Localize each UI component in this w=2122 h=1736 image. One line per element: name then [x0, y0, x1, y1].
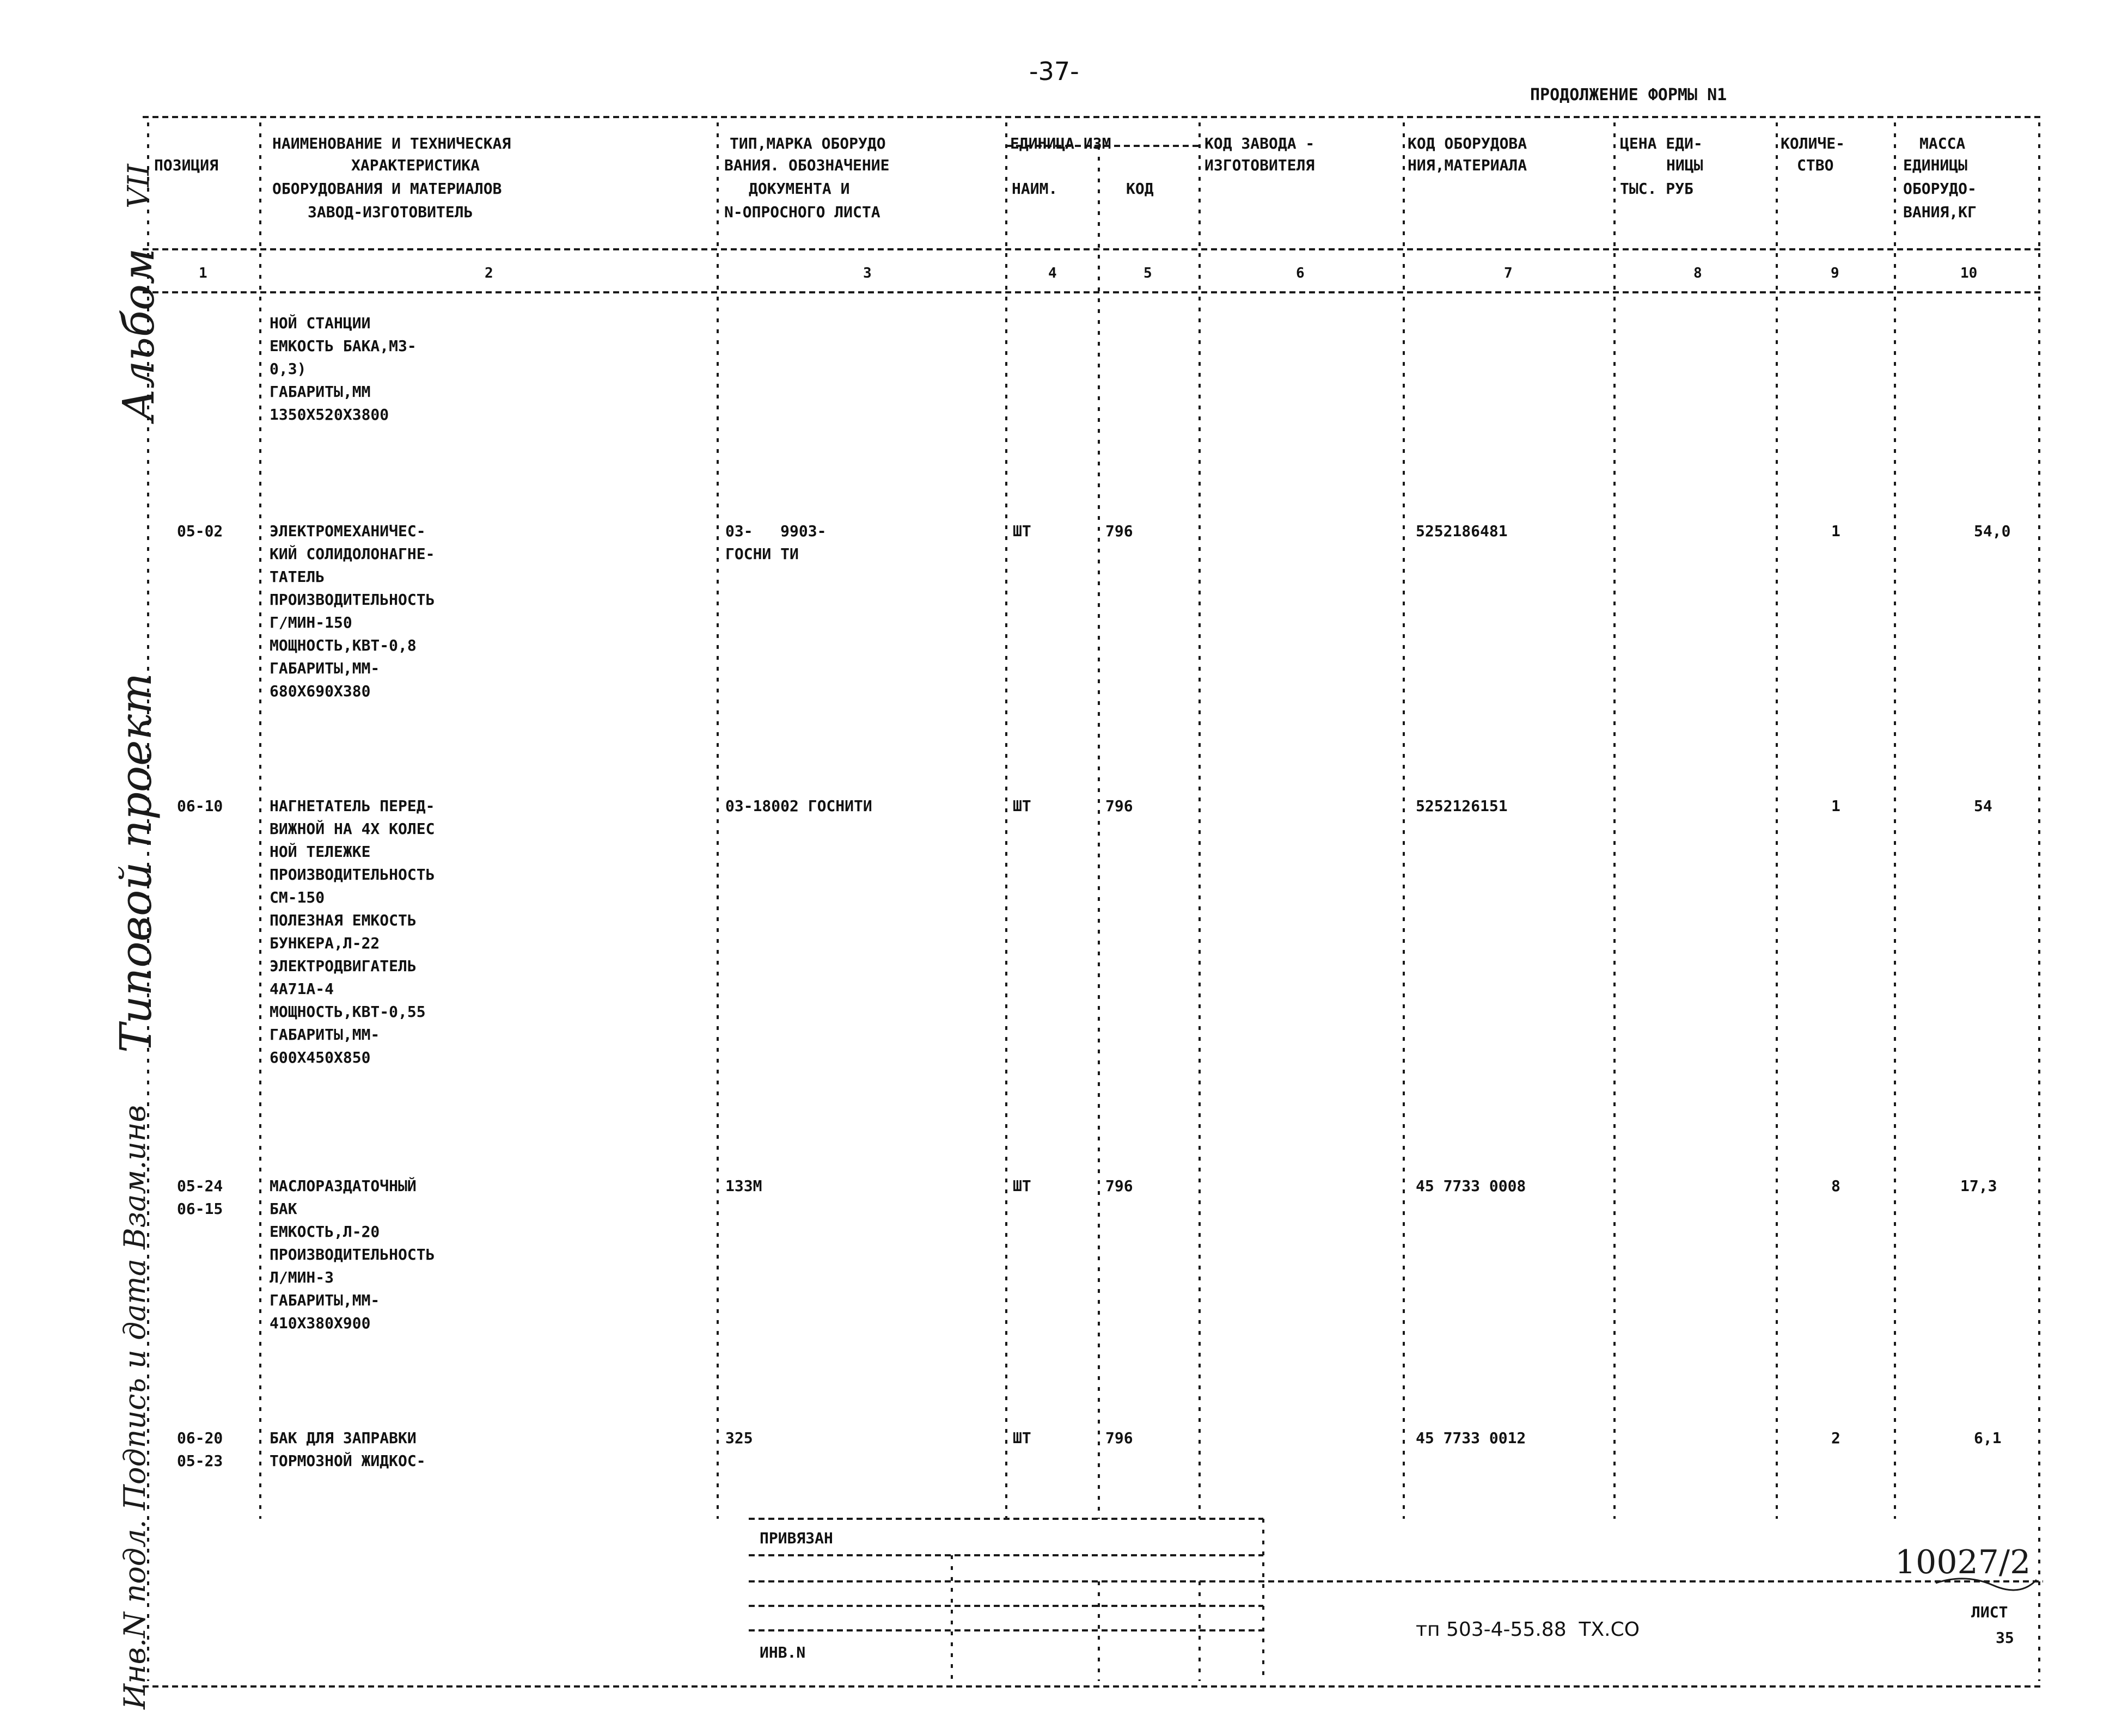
margin-stamp-note: Инв.N подл. Подпись и дата Взам.инв	[118, 1105, 152, 1710]
row-1-quantity: 1	[1831, 522, 1840, 540]
row-1-name-line-4: ПРОИЗВОДИТЕЛЬНОСТЬ	[270, 591, 435, 609]
row-2-name-line-7: БУНКЕРА,Л-22	[270, 934, 380, 952]
col-number-4: 4	[1048, 265, 1057, 281]
row-2-name-line-9: 4А71А-4	[270, 980, 334, 998]
row-1-name-line-6: МОЩНОСТЬ,КВТ-0,8	[270, 636, 417, 654]
col-number-8: 8	[1693, 265, 1702, 281]
row-2-quantity: 1	[1831, 797, 1840, 815]
row-1-name-line-3: ТАТЕЛЬ	[270, 568, 325, 586]
row-3-name-line-6: ГАБАРИТЫ,ММ-	[270, 1291, 380, 1309]
row-4-name-line-2: ТОРМОЗНОЙ ЖИДКОС-	[270, 1452, 426, 1470]
header-type-line-3: ДОКУМЕНТА И	[749, 180, 850, 198]
row-3-unit-code: 796	[1105, 1177, 1133, 1195]
header-name-line-4: ЗАВОД-ИЗГОТОВИТЕЛЬ	[308, 203, 473, 221]
row-2-name-line-1: НАГНЕТАТЕЛЬ ПЕРЕД-	[270, 797, 435, 815]
header-name-line-2: ХАРАКТЕРИСТИКА	[351, 156, 480, 174]
row-4-quantity: 2	[1831, 1429, 1840, 1447]
header-factory-code-line-1: КОД ЗАВОДА -	[1204, 134, 1315, 152]
row-4-type-line-1: 325	[725, 1429, 753, 1447]
header-unit-name: НАИМ.	[1012, 180, 1058, 198]
row-3-mass: 17,3	[1960, 1177, 1997, 1195]
continuation-label: ПРОДОЛЖЕНИЕ ФОРМЫ N1	[1530, 85, 1727, 105]
sheet-label: ЛИСТ	[1971, 1603, 2008, 1621]
header-equipment-code-line-1: КОД ОБОРУДОВА	[1408, 134, 1527, 152]
header-price-line-3: ТЫС. РУБ	[1620, 180, 1693, 198]
row-3-name-line-4: ПРОИЗВОДИТЕЛЬНОСТЬ	[270, 1246, 435, 1263]
row-3-name-line-7: 410Х380Х900	[270, 1314, 371, 1332]
row-2-unit-name: ШТ	[1013, 797, 1031, 815]
row-3-name-line-3: ЕМКОСТЬ,Л-20	[270, 1223, 380, 1241]
row-0-name-line-1: НОЙ СТАНЦИИ	[270, 314, 371, 332]
row-4-position-line-2: 05-23	[177, 1452, 223, 1470]
row-1-name-line-5: Г/МИН-150	[270, 614, 352, 631]
col-number-6: 6	[1296, 265, 1305, 281]
row-2-type-line-1: 03-18002 ГОСНИТИ	[725, 797, 872, 815]
col-number-2: 2	[485, 265, 493, 281]
row-2-name-line-6: ПОЛЕЗНАЯ ЕМКОСТЬ	[270, 911, 417, 929]
header-type-line-2: ВАНИЯ. ОБОЗНАЧЕНИЕ	[724, 156, 890, 174]
margin-album-note: Альбом	[113, 248, 164, 422]
row-4-unit-name: ШТ	[1013, 1429, 1031, 1447]
row-4-name-line-1: БАК ДЛЯ ЗАПРАВКИ	[270, 1429, 417, 1447]
header-position: ПОЗИЦИЯ	[154, 156, 219, 174]
row-4-mass: 6,1	[1974, 1429, 2002, 1447]
row-1-name-line-8: 680Х690Х380	[270, 682, 371, 700]
header-unit-code: КОД	[1126, 180, 1154, 198]
row-2-name-line-12: 600Х450Х850	[270, 1048, 371, 1066]
header-quantity-line-1: КОЛИЧЕ-	[1781, 134, 1845, 152]
row-2-name-line-2: ВИЖНОЙ НА 4Х КОЛЕС	[270, 820, 435, 838]
row-3-name-line-5: Л/МИН-3	[270, 1268, 334, 1286]
row-1-type-line-2: ГОСНИ ТИ	[725, 545, 799, 563]
header-name-line-3: ОБОРУДОВАНИЯ И МАТЕРИАЛОВ	[272, 180, 502, 198]
row-3-position-line-1: 05-24	[177, 1177, 223, 1195]
row-1-unit-code: 796	[1105, 522, 1133, 540]
row-2-name-line-8: ЭЛЕКТРОДВИГАТЕЛЬ	[270, 957, 417, 975]
row-1-mass: 54,0	[1974, 522, 2011, 540]
row-2-mass: 54	[1974, 797, 1992, 815]
row-2-name-line-5: СМ-150	[270, 888, 325, 906]
row-2-name-line-3: НОЙ ТЕЛЕЖКЕ	[270, 843, 371, 861]
row-4-position-line-1: 06-20	[177, 1429, 223, 1447]
sheet-number: 35	[1996, 1629, 2014, 1647]
header-quantity-line-2: СТВО	[1797, 156, 1834, 174]
row-2-name-line-4: ПРОИЗВОДИТЕЛЬНОСТЬ	[270, 866, 435, 884]
row-3-name-line-1: МАСЛОРАЗДАТОЧНЫЙ	[270, 1177, 417, 1195]
row-0-name-line-2: ЕМКОСТЬ БАКА,М3-	[270, 337, 417, 355]
row-1-name-line-7: ГАБАРИТЫ,ММ-	[270, 659, 380, 677]
header-unit: ЕДИНИЦА ИЗМ	[1010, 134, 1111, 152]
col-number-9: 9	[1831, 265, 1839, 281]
header-name-line-1: НАИМЕНОВАНИЕ И ТЕХНИЧЕСКАЯ	[272, 134, 511, 152]
row-1-position: 05-02	[177, 522, 223, 540]
header-type-line-4: N-ОПРОСНОГО ЛИСТА	[724, 203, 880, 221]
margin-project-note: Типовой проект	[111, 672, 161, 1053]
header-mass-line-3: ОБОРУДО-	[1903, 180, 1977, 198]
row-0-name-line-5: 1350Х520Х3800	[270, 406, 389, 424]
header-factory-code-line-2: ИЗГОТОВИТЕЛЯ	[1204, 156, 1315, 174]
row-2-name-line-11: ГАБАРИТЫ,ММ-	[270, 1026, 380, 1044]
margin-album-number: VII	[121, 164, 156, 208]
header-price-line-1: ЦЕНА ЕДИ-	[1620, 134, 1703, 152]
header-mass-line-4: ВАНИЯ,КГ	[1903, 203, 1977, 221]
row-4-equipment-code: 45 7733 0012	[1416, 1429, 1526, 1447]
row-3-position-line-2: 06-15	[177, 1200, 223, 1218]
order-number: 10027/2	[1895, 1543, 2031, 1581]
row-0-name-line-4: ГАБАРИТЫ,ММ	[270, 383, 371, 401]
row-2-name-line-10: МОЩНОСТЬ,КВТ-0,55	[270, 1003, 426, 1021]
row-2-equipment-code: 5252126151	[1416, 797, 1508, 815]
document-code: тп 503-4-55.88 ТХ.СО	[1416, 1618, 1640, 1641]
col-number-5: 5	[1143, 265, 1152, 281]
row-1-type-line-1: 03- 9903-	[725, 522, 827, 540]
col-number-3: 3	[863, 265, 872, 281]
inv-label: ИНВ.N	[760, 1643, 806, 1661]
row-1-name-line-1: ЭЛЕКТРОМЕХАНИЧЕС-	[270, 522, 426, 540]
page-number: -37-	[1029, 57, 1079, 86]
row-3-quantity: 8	[1831, 1177, 1840, 1195]
row-3-name-line-2: БАК	[270, 1200, 297, 1218]
row-3-type-line-1: 133М	[725, 1177, 762, 1195]
row-1-unit-name: ШТ	[1013, 522, 1031, 540]
row-3-unit-name: ШТ	[1013, 1177, 1031, 1195]
row-4-unit-code: 796	[1105, 1429, 1133, 1447]
row-2-position: 06-10	[177, 797, 223, 815]
row-3-equipment-code: 45 7733 0008	[1416, 1177, 1526, 1195]
row-2-unit-code: 796	[1105, 797, 1133, 815]
col-number-10: 10	[1960, 265, 1978, 281]
header-price-line-2: НИЦЫ	[1666, 156, 1703, 174]
linked-label: ПРИВЯЗАН	[760, 1529, 833, 1547]
row-1-name-line-2: КИЙ СОЛИДОЛОНАГНЕ-	[270, 545, 435, 563]
col-number-1: 1	[199, 265, 207, 281]
header-mass-line-2: ЕДИНИЦЫ	[1903, 156, 1968, 174]
header-type-line-1: ТИП,МАРКА ОБОРУДО	[730, 134, 886, 152]
row-0-name-line-3: 0,3)	[270, 360, 307, 378]
header-equipment-code-line-2: НИЯ,МАТЕРИАЛА	[1408, 156, 1527, 174]
row-1-equipment-code: 5252186481	[1416, 522, 1508, 540]
col-number-7: 7	[1504, 265, 1513, 281]
header-mass-line-1: МАССА	[1919, 134, 1966, 152]
